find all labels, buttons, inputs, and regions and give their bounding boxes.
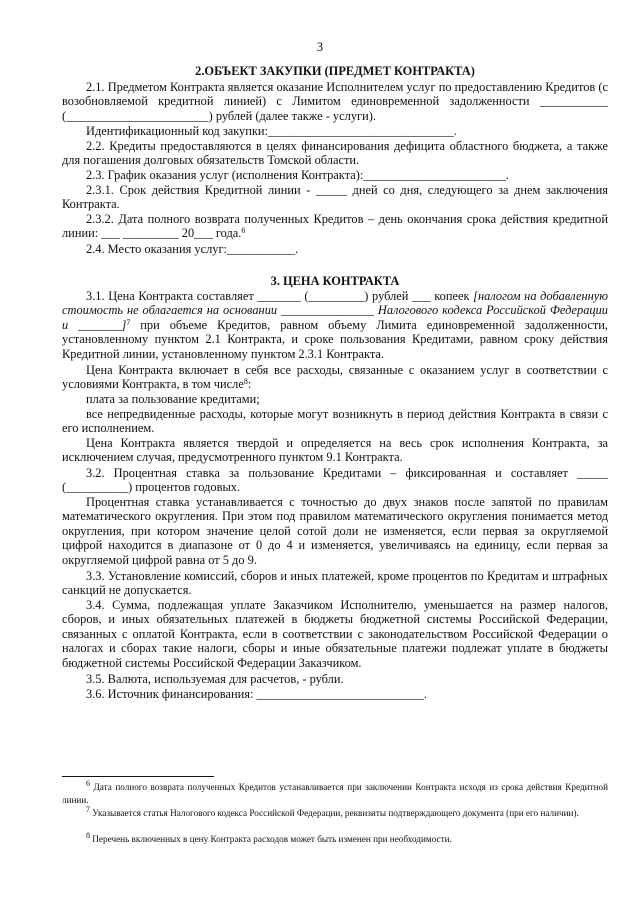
- includes-item-2: все непредвиденные расходы, которые могут возникнуть в период действия Контракта в связи с его исполнением.: [62, 407, 608, 436]
- fixed-price: Цена Контракта является твердой и определяется на весь срок исполнения Контракта, за исключением случая, предусмотренного пунктом 9.1 Контракта.: [62, 436, 608, 465]
- footnote-7: [62, 807, 608, 820]
- clause-3-4: 3.4. Сумма, подлежащая уплате Заказчиком Исполнителю, уменьшается на размер налогов, сборов, и иных обязательных платежей в бюджеты бюджетной системы Российской Федерации, связанных с оплатой Контракта, если в соответствии с законодательством Российской Федерации о налогах и сборах такие налоги, сборы и иные обязательные платежи подлежат уплате в бюджеты бюджетной системы Российской Федерации Заказчиком.: [62, 598, 608, 670]
- price-includes-colon: :: [247, 377, 252, 392]
- footnote-separator: [62, 776, 214, 777]
- rounding-rule: Процентная ставка устанавливается с точностью до двух знаков после запятой по правилам математического округления. При этом под правилом математического округления понимается метод округления, при котором значение целой сотой доли не изменяется, если первая за округляемой цифрой находится в диапазоне от 0 до 4 и изменяется, увеличиваясь на единицу, если первая за округляемой цифрой равна от 5 до 9.: [62, 495, 608, 567]
- clause-2-3-2: [62, 212, 608, 241]
- clause-2-3-2-text: 2.3.2. Дата полного возврата полученных Кредитов – день окончания срока действия кредитной линии: ___ _________ 20___ года.: [62, 212, 608, 241]
- footnote-text: Перечень включенных в цену Контракта расходов может быть изменен при необходимости.: [90, 834, 452, 844]
- price-includes-text: Цена Контракта включает в себя все расходы, связанные с оказанием услуг в соответствии с условиями Контракта, в том числе: [62, 363, 608, 392]
- page-number: 3: [316, 40, 324, 54]
- clause-2-3: 2.3. График оказания услуг (исполнения Контракта):_______________________.: [86, 168, 509, 182]
- footnote-ref-8: 8: [243, 377, 248, 387]
- clause-3-1-price: 3.1. Цена Контракта составляет _______ (_________) рублей ___ копеек: [86, 289, 474, 303]
- clause-3-5: 3.5. Валюта, используемая для расчетов, - рубли.: [86, 672, 344, 686]
- includes-item-1: плата за пользование кредитами;: [86, 392, 260, 406]
- purchase-id-code: Идентификационный код закупки:______________________________.: [86, 124, 457, 138]
- clause-2-1: 2.1. Предметом Контракта является оказание Исполнителем услуг по предоставлению Кредитов (с возобновляемой кредитной линией) с Лимитом единовременной задолженности ___________ (_______________________) рублей (далее также - услуги).: [62, 80, 608, 123]
- footnote-ref-6: 6: [241, 226, 246, 236]
- footnote-text: Указывается статья Налогового кодекса Российской Федерации, реквизиты подтверждающего документа (при его наличии).: [90, 808, 579, 818]
- clause-3-2: 3.2. Процентная ставка за пользование Кредитами – фиксированная и составляет _____ (__________) процентов годовых.: [62, 466, 608, 495]
- clause-2-2: 2.2. Кредиты предоставляются в целях финансирования дефицита областного бюджета, а также для погашения долговых обязательств Томской области.: [62, 139, 608, 168]
- footnote-8: [62, 833, 608, 846]
- clause-3-1: [62, 289, 608, 361]
- clause-2-4: 2.4. Место оказания услуг:___________.: [86, 242, 299, 256]
- section-2-heading: 2.ОБЪЕКТ ЗАКУПКИ (ПРЕДМЕТ КОНТРАКТА): [195, 64, 475, 78]
- footnote-mark: 6: [86, 779, 90, 788]
- clause-3-1-rest: при объеме Кредитов, равном объему Лимита единовременной задолженности, установленному пунктом 2.1 Контракта, и сроке пользования Кредитами, равном сроку действия Кредитной линии, установленному пунктом 2.3.1 Контракта.: [62, 317, 608, 361]
- price-includes: [62, 363, 608, 392]
- clause-3-6: 3.6. Источник финансирования: ___________________________.: [86, 687, 427, 701]
- section-3-heading: 3. ЦЕНА КОНТРАКТА: [270, 274, 400, 288]
- clause-2-3-1: 2.3.1. Срок действия Кредитной линии - _____ дней со дня, следующего за днем заключения Контракта.: [62, 183, 608, 212]
- footnote-ref-7: 7: [126, 317, 131, 327]
- footnote-mark: 8: [86, 831, 90, 840]
- clause-3-3: 3.3. Установление комиссий, сборов и иных платежей, кроме процентов по Кредитам и штрафных санкций не допускается.: [62, 569, 608, 598]
- footnote-text: Дата полного возврата полученных Кредитов устанавливается при заключении Контракта исходя из срока действия Кредитной линии.: [62, 782, 608, 805]
- footnote-mark: 7: [86, 805, 90, 814]
- footnote-6: [62, 781, 608, 807]
- clause-3-1-vat-note: [налогом на добавленную стоимость не облагается на основании _______________ Налогового кодекса Российской Федерации и _______]: [62, 289, 608, 332]
